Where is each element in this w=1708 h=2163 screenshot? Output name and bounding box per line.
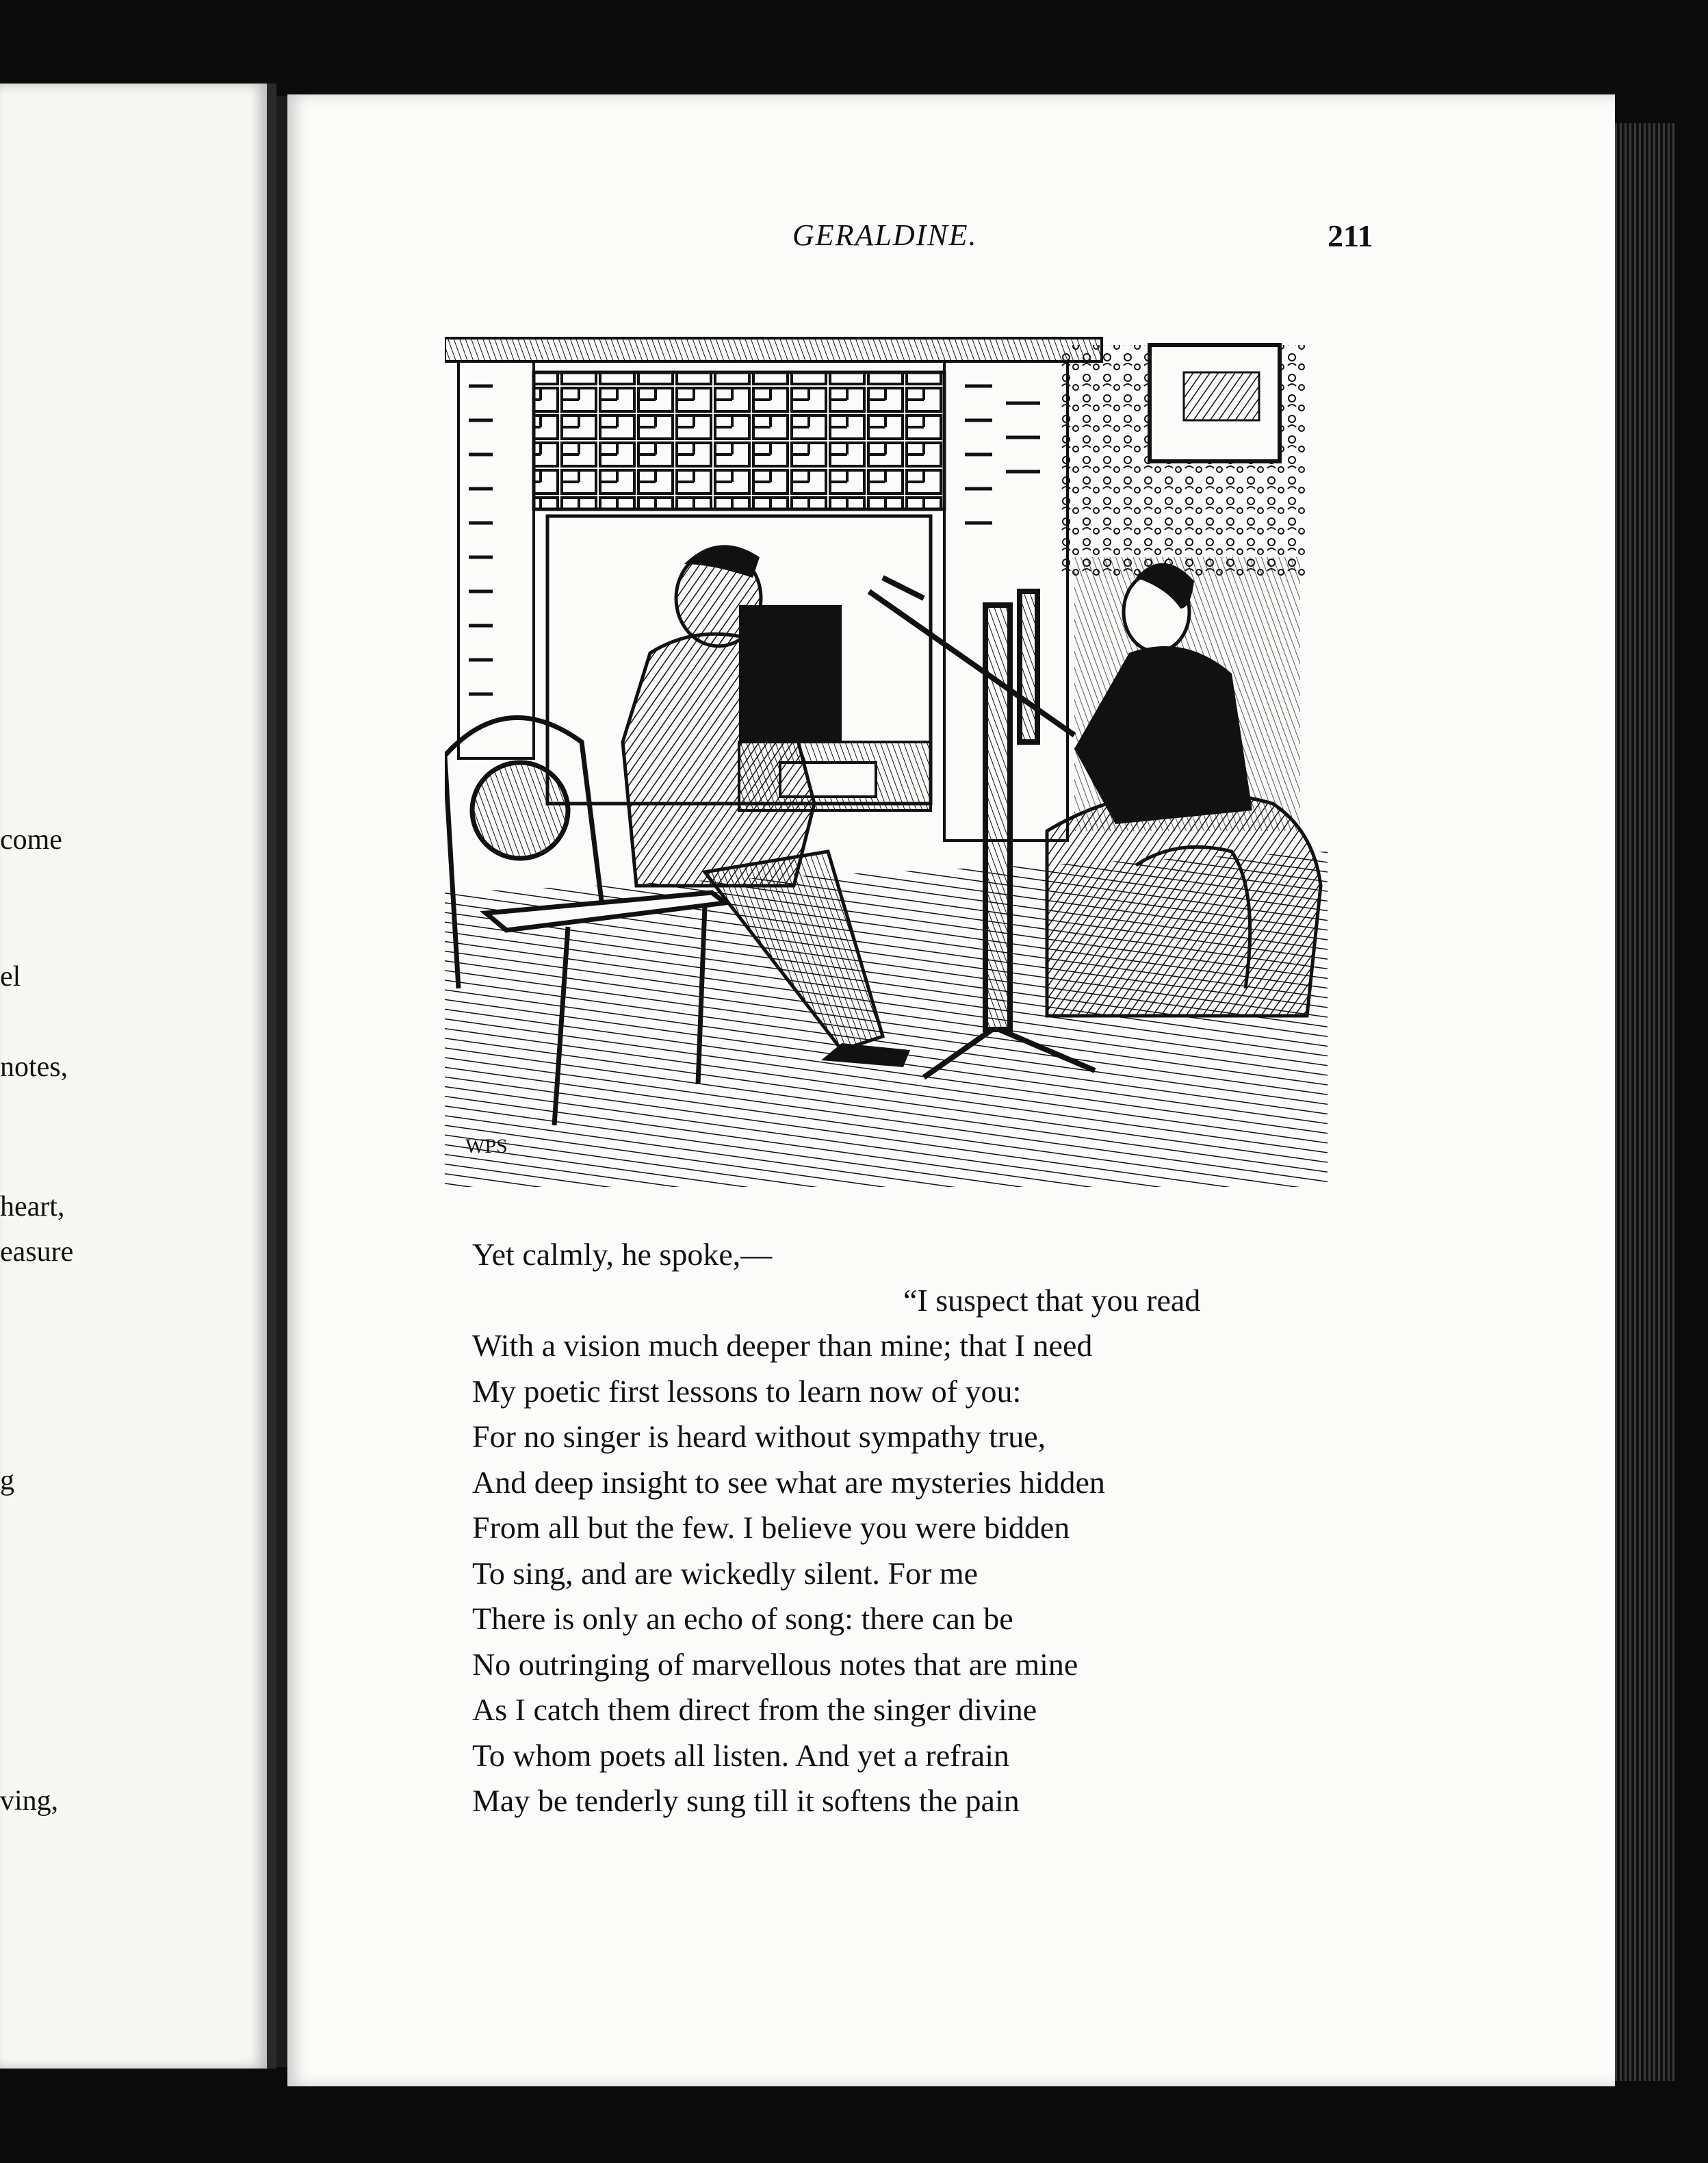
- page-edges: [1615, 123, 1675, 2081]
- running-head: GERALDINE.: [792, 218, 978, 252]
- left-fragment: easure: [0, 1236, 74, 1268]
- verse-line: From all but the few. I believe you were bidden: [472, 1510, 1070, 1545]
- lattice-panel: [534, 372, 944, 509]
- page-number: 211: [1328, 218, 1373, 253]
- mantel-shelf: [445, 338, 1102, 361]
- left-fragment: notes,: [0, 1051, 68, 1083]
- verse-line: There is only an echo of song: there can be: [472, 1601, 1013, 1636]
- left-fragment: ving,: [0, 1785, 59, 1817]
- left-fragment: g: [0, 1465, 14, 1496]
- left-fragment: come: [0, 824, 62, 856]
- verse-line: For no singer is heard without sympathy true,: [472, 1419, 1046, 1454]
- verse-line: With a vision much deeper than mine; that I need: [472, 1328, 1093, 1363]
- left-fragment: heart,: [0, 1191, 65, 1223]
- verse-block: [472, 1232, 1348, 1824]
- left-fragment: el: [0, 961, 21, 993]
- verse-line: And deep insight to see what are mysteries hidden: [472, 1464, 1105, 1500]
- verse-line: As I catch them direct from the singer divine: [472, 1692, 1037, 1727]
- left-page: [0, 84, 276, 2069]
- verse-line: To whom poets all listen. And yet a refrain: [472, 1737, 1009, 1773]
- verse-line: To sing, and are wickedly silent. For me: [472, 1555, 979, 1591]
- verse-line: Yet calmly, he spoke,—: [472, 1237, 773, 1272]
- engraving-illustration: [445, 331, 1328, 1187]
- verse-line: “I suspect that you read: [903, 1282, 1201, 1318]
- artist-signature: WPS: [465, 1135, 508, 1157]
- verse-line: My poetic first lessons to learn now of you:: [472, 1373, 1022, 1409]
- verse-line: No outringing of marvellous notes that are mine: [472, 1646, 1078, 1682]
- verse-line: May be tenderly sung till it softens the pain: [472, 1783, 1020, 1818]
